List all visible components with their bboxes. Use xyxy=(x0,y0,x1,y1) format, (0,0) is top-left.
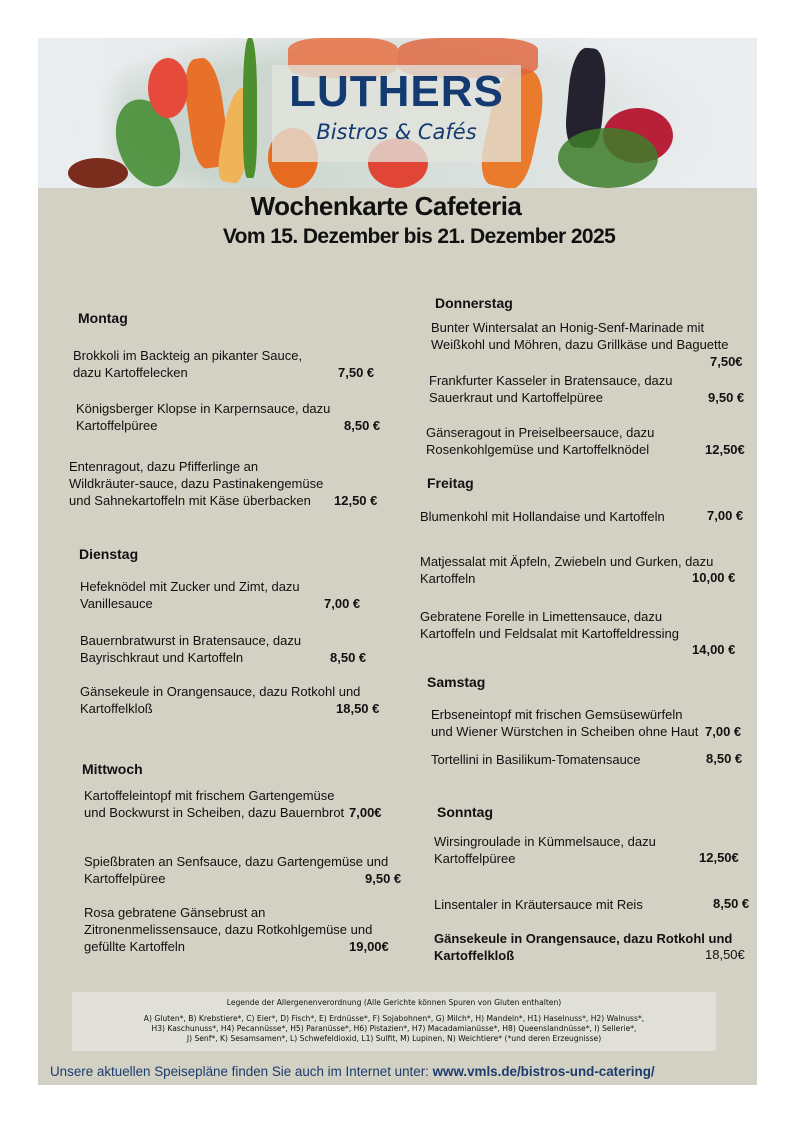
dish-item: Bunter Wintersalat an Honig-Senf-Marinade mit Weißkohl und Möhren, dazu Grillkäse und Baguette xyxy=(431,320,729,352)
dish-price: 8,50 € xyxy=(713,896,750,911)
day-heading-donnerstag: Donnerstag xyxy=(435,295,513,311)
brand-subtitle: Bistros & Cafés xyxy=(316,120,477,144)
day-heading-mittwoch: Mittwoch xyxy=(82,761,143,777)
dish-price: 19,00€ xyxy=(349,939,389,954)
allergen-legend xyxy=(72,992,716,1051)
allergen-line: H3) Kaschunuss*, H4) Pecannüsse*, H5) Paranüsse*, H6) Pistazien*, H7) Macadamianüsse*, H8) Queenslandnüsse*, I) Sellerie*, xyxy=(151,1024,637,1033)
allergen-line: J) Senf*, K) Sesamsamen*, L) Schwefeldioxid, L1) Sulfit, M) Lupinen, N) Weichtiere* (*und deren Erzeugnisse) xyxy=(186,1034,602,1043)
brand-name: LUTHERS xyxy=(289,67,504,116)
dish-price: 12,50 € xyxy=(334,493,378,508)
dish-item: Gänsekeule in Orangensauce, dazu Rotkohl und Kartoffelkloß xyxy=(434,931,733,963)
dish-item: Hefeknödel mit Zucker und Zimt, dazu Vanillesauce xyxy=(80,579,300,611)
allergen-heading: Legende der Allergenenverordnung (Alle Gerichte können Spuren von Gluten enthalten) xyxy=(226,998,562,1007)
allergen-line: A) Gluten*, B) Krebstiere*, C) Eier*, D) Fisch*, E) Erdnüsse*, F) Sojabohnen*, G) Milch*, H) Mandeln*, H1) Haselnuss*, H2) Walnuss*, xyxy=(143,1014,645,1023)
dish-item: Tortellini in Basilikum-Tomatensauce xyxy=(431,752,641,767)
dish-item: Linsentaler in Kräutersauce mit Reis xyxy=(434,897,643,912)
dish-price: 9,50 € xyxy=(365,871,402,886)
day-heading-samstag: Samstag xyxy=(427,674,486,690)
website-link[interactable]: www.vmls.de/bistros-und-catering/ xyxy=(432,1064,655,1079)
hero-food-image xyxy=(38,38,757,188)
dish-item: Rosa gebratene Gänsebrust an Zitronenmelissensauce, dazu Rotkohlgemüse und gefüllte Kartoffeln xyxy=(84,905,373,954)
dish-item: Gänsekeule in Orangensauce, dazu Rotkohl und Kartoffelkloß xyxy=(80,684,361,716)
dish-price: 12,50€ xyxy=(699,850,739,865)
dish-item: Brokkoli im Backteig an pikanter Sauce, dazu Kartoffelecken xyxy=(73,348,303,380)
dish-item: Frankfurter Kasseler in Bratensauce, dazu Sauerkraut und Kartoffelpüree xyxy=(429,373,673,405)
dish-price: 12,50€ xyxy=(705,442,745,457)
dish-item: Blumenkohl mit Hollandaise und Kartoffeln xyxy=(420,509,665,524)
footer-note xyxy=(50,1064,655,1079)
dish-item: Kartoffeleintopf mit frischem Gartengemüse und Bockwurst in Scheiben, dazu Bauernbrot xyxy=(84,788,345,820)
dish-price: 8,50 € xyxy=(344,418,381,433)
dish-price: 7,00 € xyxy=(707,508,744,523)
dish-price: 10,00 € xyxy=(692,570,736,585)
day-heading-dienstag: Dienstag xyxy=(79,546,139,562)
dish-item: Bauernbratwurst in Bratensauce, dazu Bayrischkraut und Kartoffeln xyxy=(80,633,302,665)
dish-item: Matjessalat mit Äpfeln, Zwiebeln und Gurken, dazu Kartoffeln xyxy=(420,554,714,586)
footer-text: Unsere aktuellen Speisepläne finden Sie auch im Internet unter: xyxy=(50,1064,433,1079)
dish-price: 18,50€ xyxy=(705,947,745,962)
day-heading-montag: Montag xyxy=(78,310,128,326)
date-range: Vom 15. Dezember bis 21. Dezember 2025 xyxy=(222,225,616,248)
dish-item: Gänseragout in Preiselbeersauce, dazu Rosenkohlgemüse und Kartoffelknödel xyxy=(426,425,655,457)
dish-item: Entenragout, dazu Pfifferlinge an Wildkräuter-sauce, dazu Pastinakengemüse und Sahnekartoffeln mit Käse überbacken xyxy=(69,459,324,508)
dish-price: 7,50€ xyxy=(710,354,743,369)
dish-price: 7,00€ xyxy=(349,805,382,820)
dish-price: 8,50 € xyxy=(330,650,367,665)
day-heading-sonntag: Sonntag xyxy=(437,804,493,820)
dish-price: 7,50 € xyxy=(338,365,375,380)
logo xyxy=(272,65,521,162)
dish-item: Wirsingroulade in Kümmelsauce, dazu Kartoffelpüree xyxy=(434,834,656,866)
page-title: Wochenkarte Cafeteria xyxy=(250,191,522,221)
dish-item: Gebratene Forelle in Limettensauce, dazu Kartoffeln und Feldsalat mit Kartoffeldressing xyxy=(420,609,679,641)
dish-price: 18,50 € xyxy=(336,701,380,716)
dish-item: Erbseneintopf mit frischen Gemsüsewürfeln und Wiener Würstchen in Scheiben ohne Haut xyxy=(431,707,699,739)
dish-item: Königsberger Klopse in Karpernsauce, dazu Kartoffelpüree xyxy=(76,401,331,433)
day-heading-freitag: Freitag xyxy=(427,475,474,491)
dish-price: 8,50 € xyxy=(706,751,743,766)
dish-price: 14,00 € xyxy=(692,642,736,657)
menu-page xyxy=(38,38,757,1085)
dish-price: 7,00 € xyxy=(324,596,361,611)
dish-price: 7,00 € xyxy=(705,724,742,739)
dish-item: Spießbraten an Senfsauce, dazu Gartengemüse und Kartoffelpüree xyxy=(84,854,389,886)
dish-price: 9,50 € xyxy=(708,390,745,405)
